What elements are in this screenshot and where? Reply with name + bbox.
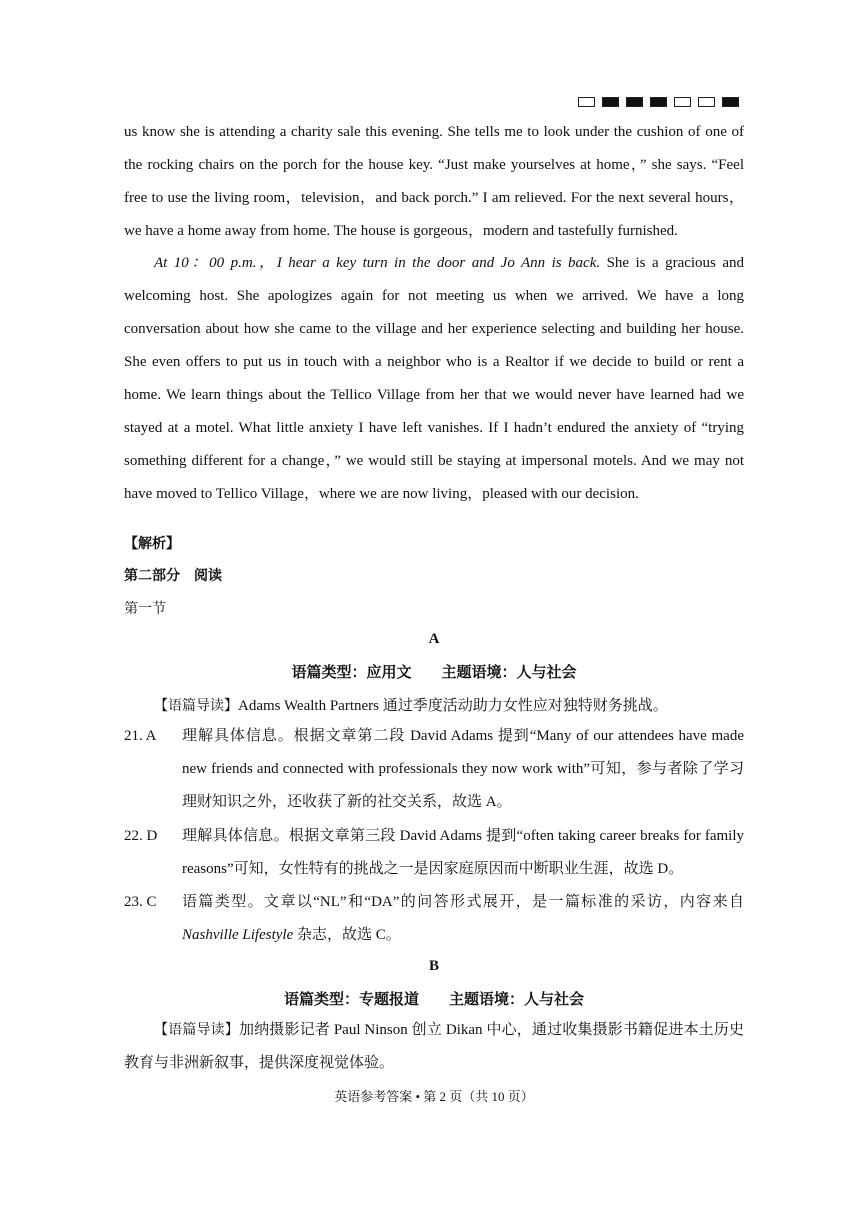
empty-mark	[698, 97, 715, 107]
answer-number: 21. A	[124, 728, 157, 744]
answer-item-22	[124, 820, 744, 886]
analysis-label: 【解析】	[124, 536, 180, 552]
story-paragraph-2-italic: At 10：00 p.m.，I hear a key turn in the door and Jo Ann is back.	[154, 255, 601, 271]
passage-a-intro-text: Adams Wealth Partners 通过季度活动助力女性应对独特财务挑战。	[238, 698, 668, 714]
header-marks	[578, 97, 739, 107]
passage-b-intro-text: 加纳摄影记者 Paul Ninson 创立 Dikan 中心，通过收集摄影书籍促进本土历史教育与非洲新叙事，提供深度视觉体验。	[124, 1022, 745, 1071]
page-footer: 英语参考答案 • 第 2 页（共 10 页）	[334, 1089, 534, 1104]
filled-mark	[722, 97, 739, 107]
answer-text	[182, 886, 744, 952]
filled-mark	[650, 97, 667, 107]
answer-text: 理解具体信息。根据文章第三段 David Adams 提到“often taking career breaks for family reasons”可知，女性特有的挑战之一是因家庭原因而中断职业生涯，故选 D。	[182, 828, 744, 877]
story-paragraph-2-text: She is a gracious and welcoming host. She apologizes again for not meeting us when we arrived. We have a long conversation about how she came to the village and her experience selecting and building her house. She even offers to put us in touch with a neighbor who is a Realtor if we decide to build or rent a home. We learn things about the Tellico Village from her that we would never have learned had we stayed at a motel. What little anxiety I have left vanishes. If I hadn’t endured the anxiety of “trying something different for a change，” we would still be staying at impersonal motels. And we may not have moved to Tellico Village，where we are now living，pleased with our decision.	[124, 255, 744, 502]
answer-text: 理解具体信息。根据文章第二段 David Adams 提到“Many of our attendees have made new friends and connected with professionals they now work with”可知，参与者除了学习理财知识之外，还收获了新的社交关系，故选 A。	[182, 728, 744, 810]
filled-mark	[626, 97, 643, 107]
passage-b-intro-label: 【语篇导读】	[154, 1022, 239, 1038]
answer-item-21	[124, 720, 744, 820]
answer-number: 22. D	[124, 828, 158, 844]
passage-a-type-line: 语篇类型：应用文 主题语境：人与社会	[291, 663, 577, 681]
answer-text-pre: 语篇类型。文章以“NL”和“DA”的问答形式展开，是一篇标准的采访，内容来自	[182, 894, 744, 910]
answer-number: 23. C	[124, 894, 157, 910]
empty-mark	[674, 97, 691, 107]
answer-item-23	[124, 886, 744, 952]
passage-a-letter: A	[428, 631, 440, 647]
passage-b-letter: B	[428, 958, 439, 974]
filled-mark	[602, 97, 619, 107]
section-heading: 第一节	[124, 601, 166, 617]
passage-a-intro-label: 【语篇导读】	[154, 698, 238, 714]
passage-a-intro	[154, 694, 668, 715]
empty-mark	[578, 97, 595, 107]
passage-b-type-line: 语篇类型：专题报道 主题语境：人与社会	[283, 990, 584, 1008]
story-paragraph-2	[124, 247, 744, 511]
part-heading: 第二部分 阅读	[124, 568, 222, 584]
passage-b-intro	[124, 1014, 744, 1080]
answer-text-post: 杂志，故选 C。	[293, 927, 401, 943]
magazine-title: Nashville Lifestyle	[182, 927, 294, 943]
story-paragraph-1: us know she is attending a charity sale this evening. She tells me to look under the cushion of one of the rocking chairs on the porch for the house key. “Just make yourselves at home，” she says. “Feel free to use the living room，television，and back porch.” I am relieved. For the next several hours，we have a home away from home. The house is gorgeous，modern and tastefully furnished.	[124, 124, 744, 239]
